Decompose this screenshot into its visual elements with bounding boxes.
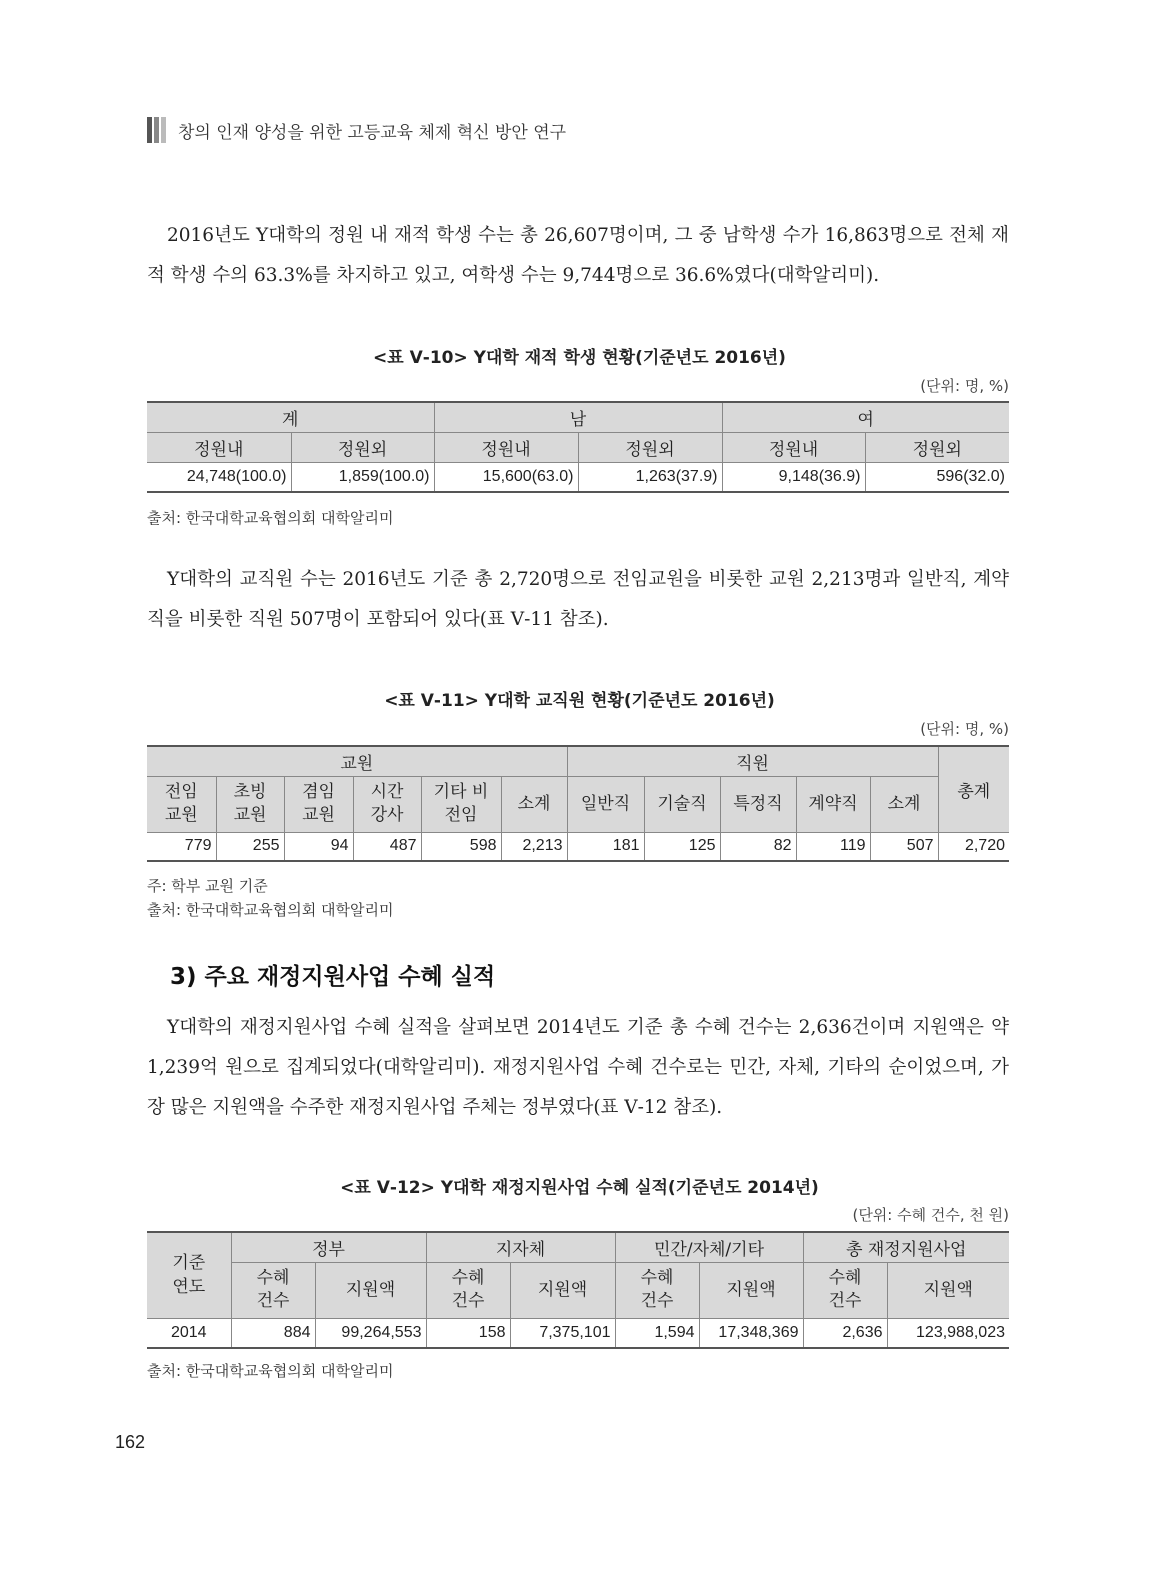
table2-subheader-general: 일반직 — [567, 776, 644, 832]
table3-count-header: 수혜 건수 — [426, 1262, 510, 1318]
table3-source: 출처: 한국대학교육협의회 대학알리미 — [147, 1362, 394, 1380]
table3-cell: 158 — [426, 1318, 510, 1348]
table1-cell: 1,263(37.9) — [578, 462, 722, 492]
table1-subheader: 정원내 — [722, 432, 865, 462]
table2-subheader-contract: 계약직 — [796, 776, 870, 832]
section-heading: 3) 주요 재정지원사업 수혜 실적 — [170, 964, 496, 990]
table2-caption: <표 Ⅴ-11> Y대학 교직원 현황(기준년도 2016년) — [384, 691, 775, 711]
table2-cell: 125 — [644, 832, 720, 861]
table2-subheader-adjunct: 겸임 교원 — [284, 776, 353, 832]
table2-subheader-subtotal: 소계 — [501, 776, 567, 832]
table3-year-header: 기준 연도 — [147, 1232, 231, 1318]
table2-cell: 94 — [284, 832, 353, 861]
table2-cell: 82 — [720, 832, 796, 861]
table1-subheader: 정원외 — [291, 432, 434, 462]
table3-unit: (단위: 수혜 건수, 천 원) — [852, 1206, 1009, 1224]
table2-subheader-lecturer: 시간 강사 — [353, 776, 421, 832]
table1-subheader: 정원내 — [434, 432, 578, 462]
header-title: 창의 인재 양성을 위한 고등교육 체제 혁신 방안 연구 — [178, 122, 567, 143]
table3-cell: 884 — [231, 1318, 315, 1348]
table3-group-private: 민간/자체/기타 — [615, 1232, 803, 1262]
table3-cell: 99,264,553 — [315, 1318, 426, 1348]
table3-group-government: 정부 — [231, 1232, 426, 1262]
table1-subheader: 정원내 — [147, 432, 291, 462]
table1-subheader: 정원외 — [578, 432, 722, 462]
header-bar-dark — [147, 117, 152, 143]
paragraph-1-text: 2016년도 Y대학의 정원 내 재적 학생 수는 총 26,607명이며, 그 중 남학생 수가 16,863명으로 전체 재적 학생 수의 63.3%를 차지하고 있고, 여학생 수는 9,744명으로 36.6%였다(대학알리미). — [147, 225, 1009, 286]
table2-total-header: 총계 — [938, 746, 1009, 832]
table1-caption: <표 Ⅴ-10> Y대학 재적 학생 현황(기준년도 2016년) — [373, 348, 786, 368]
table2-cell: 2,720 — [938, 832, 1009, 861]
table2-unit: (단위: 명, %) — [920, 720, 1009, 738]
table2-group-staff: 직원 — [567, 746, 938, 776]
table1-source: 출처: 한국대학교육협의회 대학알리미 — [147, 509, 394, 527]
table1-unit: (단위: 명, %) — [920, 377, 1009, 395]
table2-subheader-special: 특정직 — [720, 776, 796, 832]
table2-cell: 181 — [567, 832, 644, 861]
table3-count-header: 수혜 건수 — [615, 1262, 699, 1318]
table2-cell: 487 — [353, 832, 421, 861]
page-number: 162 — [115, 1432, 146, 1452]
table1-group-female: 여 — [722, 402, 1009, 432]
table1-group-total: 계 — [147, 402, 434, 432]
table1-cell: 15,600(63.0) — [434, 462, 578, 492]
table2-note: 주: 학부 교원 기준 — [147, 877, 268, 895]
table3-count-header: 수혜 건수 — [231, 1262, 315, 1318]
table3-cell: 2,636 — [803, 1318, 887, 1348]
table3-count-header: 수혜 건수 — [803, 1262, 887, 1318]
table1-group-male: 남 — [434, 402, 722, 432]
paragraph-1 — [147, 216, 1009, 296]
table1-student-enrollment — [147, 401, 1009, 493]
table3-cell-year: 2014 — [147, 1318, 231, 1348]
table3-amount-header: 지원액 — [315, 1262, 426, 1318]
paragraph-3-text: Y대학의 재정지원사업 수혜 실적을 살펴보면 2014년도 기준 총 수혜 건수는 2,636건이며 지원액은 약 1,239억 원으로 집계되었다(대학알리미). 재정지원사업 수혜 건수로는 민간, 자체, 기타의 순이었으며, 가장 많은 지원액을 수주한 재정지원사업 주체는 정부였다(표 Ⅴ-12 참조). — [147, 1017, 1009, 1118]
table2-subheader-subtotal: 소계 — [870, 776, 938, 832]
running-header — [147, 117, 566, 143]
paragraph-2 — [147, 560, 1009, 640]
table2-subheader-fulltime: 전임 교원 — [147, 776, 216, 832]
table1-cell: 596(32.0) — [865, 462, 1009, 492]
table3-amount-header: 지원액 — [887, 1262, 1009, 1318]
table1-cell: 1,859(100.0) — [291, 462, 434, 492]
table2-subheader-other: 기타 비 전임 — [421, 776, 501, 832]
table3-caption: <표 Ⅴ-12> Y대학 재정지원사업 수혜 실적(기준년도 2014년) — [340, 1178, 819, 1198]
table2-cell: 779 — [147, 832, 216, 861]
table3-amount-header: 지원액 — [699, 1262, 803, 1318]
header-bar-light — [161, 117, 166, 143]
table1-cell: 9,148(36.9) — [722, 462, 865, 492]
table2-cell: 119 — [796, 832, 870, 861]
table3-cell: 123,988,023 — [887, 1318, 1009, 1348]
table2-subheader-technical: 기술직 — [644, 776, 720, 832]
paragraph-2-text: Y대학의 교직원 수는 2016년도 기준 총 2,720명으로 전임교원을 비롯한 교원 2,213명과 일반직, 계약직을 비롯한 직원 507명이 포함되어 있다(표 Ⅴ-11 참조). — [147, 569, 1009, 630]
table3-financial-support — [147, 1231, 1009, 1349]
table2-cell: 2,213 — [501, 832, 567, 861]
table3-cell: 1,594 — [615, 1318, 699, 1348]
table2-group-faculty: 교원 — [147, 746, 567, 776]
header-bar-mid — [154, 117, 159, 143]
table3-cell: 17,348,369 — [699, 1318, 803, 1348]
table2-subheader-invited: 초빙 교원 — [216, 776, 284, 832]
table3-amount-header: 지원액 — [510, 1262, 615, 1318]
table3-group-local: 지자체 — [426, 1232, 615, 1262]
table3-group-total: 총 재정지원사업 — [803, 1232, 1009, 1262]
table2-source: 출처: 한국대학교육협의회 대학알리미 — [147, 901, 394, 919]
table2-cell: 598 — [421, 832, 501, 861]
table1-cell: 24,748(100.0) — [147, 462, 291, 492]
table2-cell: 507 — [870, 832, 938, 861]
table3-cell: 7,375,101 — [510, 1318, 615, 1348]
table2-cell: 255 — [216, 832, 284, 861]
table2-staff — [147, 745, 1009, 862]
paragraph-3 — [147, 1008, 1009, 1128]
table1-subheader: 정원외 — [865, 432, 1009, 462]
